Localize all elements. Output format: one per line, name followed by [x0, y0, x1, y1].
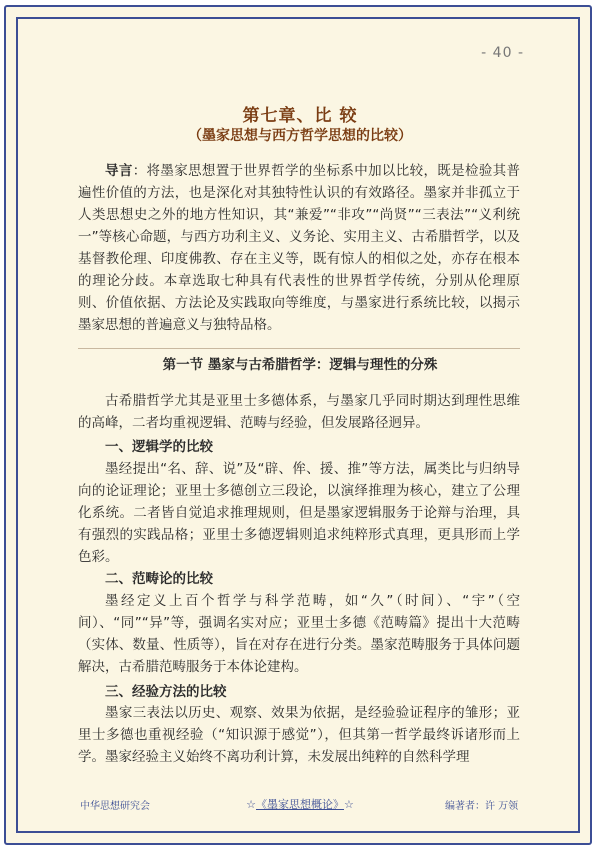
footer-publisher: 中华思想研究会: [80, 801, 150, 812]
intro-paragraph: [78, 160, 520, 336]
chapter-title: 第七章、比 较: [242, 106, 358, 126]
star-icon: ☆: [246, 798, 256, 811]
intro-text: ：将墨家思想置于世界哲学的坐标系中加以比较，既是检验其普遍性价值的方法，也是深化对其独特性认识的有效路径。墨家并非孤立于人类思想史之外的地方性知识，其“兼爱”“非攻”“尚贤”“三表法”“义利统一”等核心命题，与西方功利主义、义务论、实用主义、古希腊哲学，以及基督教伦理、印度佛教、存在主义等，既有惊人的相似之处，亦存在根本的理论分歧。本章选取七种具有代表性的世界哲学传统，分别从伦理原则、价值依据、方法论及实践取向等维度，与墨家进行系统比较，以揭示墨家思想的普遍意义与独特品格。: [78, 163, 521, 333]
section-title: 第一节 墨家与古希腊哲学：逻辑与理性的分殊: [162, 357, 438, 373]
subsection-paragraph-categories: 墨经定义上百个哲学与科学范畴，如“久”（时间）、“宇”（空间）、“同”“异”等，强调名实对应；亚里士多德《范畴篇》提出十大范畴（实体、数量、性质等），旨在对存在进行分类。墨家范畴服务于具体问题解决，古希腊范畴服务于本体论建构。: [78, 593, 520, 675]
frame-corner-ornament: [568, 17, 580, 29]
book-title-link[interactable]: 《墨家思想概论》: [256, 798, 344, 811]
star-icon: ☆: [344, 798, 354, 811]
section-divider: [78, 348, 520, 349]
page-number: - 40 -: [481, 45, 524, 61]
frame-corner-ornament: [16, 821, 28, 833]
frame-corner-ornament: [568, 821, 580, 833]
frame-corner-ornament: [16, 17, 28, 29]
subsection-heading-categories: 二、范畴论的比较: [105, 571, 213, 587]
subsection-paragraph-empirical: 墨家三表法以历史、观察、效果为依据，是经验验证程序的雏形；亚里士多德也重视经验（“知识源于感觉”），但其第一哲学最终诉诸形而上学。墨家经验主义始终不离功利计算，未发展出纯粹的自然科学理: [78, 705, 520, 765]
intro-label: 导言: [105, 163, 133, 179]
section-intro-paragraph: 古希腊哲学尤其是亚里士多德体系，与墨家几乎同时期达到理性思维的高峰，二者均重视逻辑、范畴与经验，但发展路径迥异。: [78, 393, 520, 431]
subsection-paragraph-logic: 墨经提出“名、辞、说”及“辟、侔、援、推”等方法，属类比与归纳导向的论证理论；亚里士多德创立三段论，以演绎推理为核心，建立了公理化系统。二者皆自觉追求推理规则，但是墨家逻辑服务于论辩与治理，具有强烈的实践品格；亚里士多德逻辑则追求纯粹形式真理，更具形而上学色彩。: [78, 461, 520, 565]
subsection-heading-empirical: 三、经验方法的比较: [105, 684, 227, 700]
footer-author: 编著者：许 万领: [445, 801, 519, 812]
subsection-heading-logic: 一、逻辑学的比较: [105, 439, 213, 455]
chapter-subtitle: （墨家思想与西方哲学思想的比较）: [188, 128, 412, 144]
